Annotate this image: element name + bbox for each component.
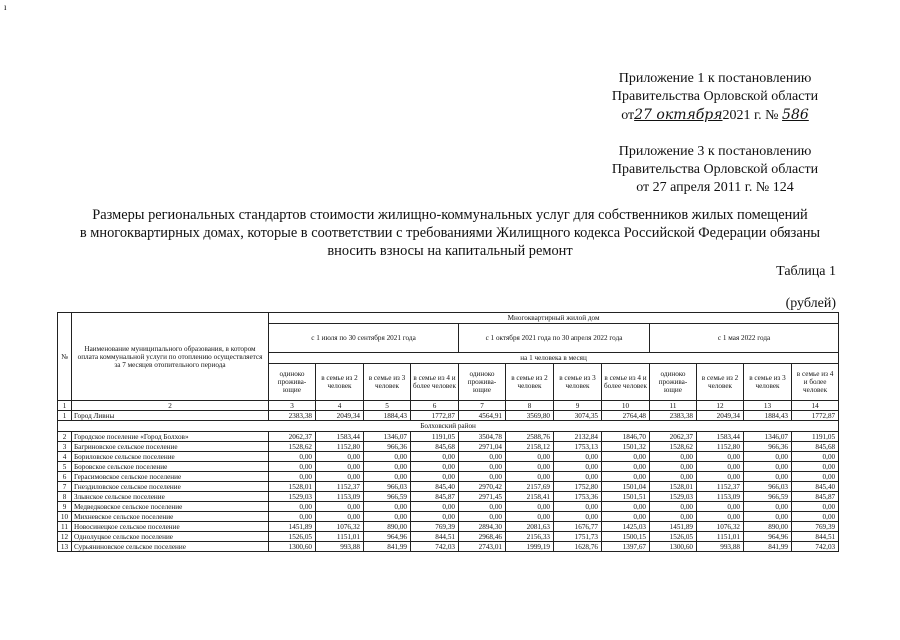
header-number: №: [58, 313, 72, 401]
cost-value: 1346,07: [364, 432, 411, 442]
row-number: 13: [58, 542, 72, 552]
municipality-name: Боровское сельское поселение: [72, 462, 269, 472]
cost-value: 0,00: [744, 472, 792, 482]
municipality-name: Город Ливны: [72, 411, 269, 421]
column-number: 3: [269, 401, 316, 411]
cost-value: 1451,89: [650, 522, 697, 532]
column-number: 7: [459, 401, 506, 411]
cost-value: 845,68: [792, 442, 839, 452]
cost-value: 0,00: [554, 512, 602, 522]
cost-value: 2383,38: [269, 411, 316, 421]
cost-value: 1451,89: [269, 522, 316, 532]
cost-value: 2764,48: [602, 411, 650, 421]
header-building-type: Многоквартирный жилой дом: [269, 313, 839, 324]
cost-value: 1501,51: [602, 492, 650, 502]
cost-value: 0,00: [697, 462, 744, 472]
cost-value: 0,00: [792, 462, 839, 472]
column-number-row: [58, 401, 839, 411]
cost-value: 0,00: [506, 512, 554, 522]
cost-value: 966,03: [364, 482, 411, 492]
cost-value: 0,00: [316, 462, 364, 472]
cost-value: 1529,03: [650, 492, 697, 502]
cost-value: 966,36: [364, 442, 411, 452]
cost-value: 0,00: [316, 472, 364, 482]
cost-value: 0,00: [316, 502, 364, 512]
cost-value: 1501,32: [602, 442, 650, 452]
units-label: (рублей): [785, 296, 836, 311]
household-subheader: в семье из 3 человек: [744, 364, 792, 401]
appendix-3-header: [600, 143, 830, 197]
cost-value: 2158,12: [506, 442, 554, 452]
cost-value: 0,00: [459, 472, 506, 482]
cost-value: 0,00: [506, 462, 554, 472]
cost-value: 1884,43: [744, 411, 792, 421]
cost-value: 0,00: [459, 512, 506, 522]
cost-value: 964,96: [364, 532, 411, 542]
table-row: [58, 542, 839, 552]
municipality-name: Городское поселение «Город Болхов»: [72, 432, 269, 442]
cost-value: 1300,60: [650, 542, 697, 552]
cost-value: 2049,34: [316, 411, 364, 421]
column-number: 12: [697, 401, 744, 411]
cost-value: 2971,45: [459, 492, 506, 502]
cost-value: 0,00: [744, 462, 792, 472]
cost-value: 1076,32: [316, 522, 364, 532]
cost-value: 2156,33: [506, 532, 554, 542]
municipality-name: Медведковское сельское поселение: [72, 502, 269, 512]
cost-value: 0,00: [697, 512, 744, 522]
cost-value: 3504,78: [459, 432, 506, 442]
cost-value: 2968,46: [459, 532, 506, 542]
cost-value: 769,39: [411, 522, 459, 532]
header-period-3: с 1 мая 2022 года: [650, 324, 839, 353]
cost-value: 993,88: [697, 542, 744, 552]
table-row: [58, 532, 839, 542]
cost-value: 966,03: [744, 482, 792, 492]
cost-value: 0,00: [364, 452, 411, 462]
cost-value: 1884,43: [364, 411, 411, 421]
cost-value: 0,00: [650, 452, 697, 462]
cost-value: 0,00: [602, 502, 650, 512]
row-number: 1: [58, 411, 72, 421]
appendix-1-line3: [600, 106, 830, 125]
table-row: [58, 452, 839, 462]
municipality-name: Злынское сельское поселение: [72, 492, 269, 502]
appendix-1-from-prefix: от: [621, 108, 635, 123]
cost-value: 0,00: [650, 462, 697, 472]
municipality-name: Бориловское сельское поселение: [72, 452, 269, 462]
cost-value: 1151,01: [697, 532, 744, 542]
document-title-line1: Размеры региональных стандартов стоимости жилищно-коммунальных услуг для собственников жилых помещений: [92, 207, 808, 223]
municipality-name: Герасимовское сельское поселение: [72, 472, 269, 482]
household-subheader: в семье из 2 человек: [506, 364, 554, 401]
row-number: 9: [58, 502, 72, 512]
cost-value: 0,00: [459, 502, 506, 512]
cost-value: 742,03: [411, 542, 459, 552]
cost-value: 966,36: [744, 442, 792, 452]
municipality-name: Сурьяниновское сельское поселение: [72, 542, 269, 552]
cost-value: 0,00: [792, 512, 839, 522]
header-period-2: с 1 октября 2021 года по 30 апреля 2022 года: [459, 324, 650, 353]
cost-value: 1191,05: [411, 432, 459, 442]
cost-value: 0,00: [744, 512, 792, 522]
cost-value: 1153,09: [697, 492, 744, 502]
table-row: [58, 462, 839, 472]
cost-value: 2081,63: [506, 522, 554, 532]
table-row: [58, 492, 839, 502]
column-number: 2: [72, 401, 269, 411]
cost-value: 1772,87: [792, 411, 839, 421]
cost-value: 1526,05: [269, 532, 316, 542]
cost-value: 769,39: [792, 522, 839, 532]
cost-value: 0,00: [602, 512, 650, 522]
municipality-name: Гнездиловское сельское поселение: [72, 482, 269, 492]
cost-value: 3569,80: [506, 411, 554, 421]
cost-value: 993,88: [316, 542, 364, 552]
cost-value: 1191,05: [792, 432, 839, 442]
column-number: 10: [602, 401, 650, 411]
cost-value: 964,96: [744, 532, 792, 542]
municipality-name: Однолуцкое сельское поселение: [72, 532, 269, 542]
cost-value: 1397,67: [602, 542, 650, 552]
district-name: Болховский район: [58, 421, 839, 432]
municipality-name: Михневское сельское поселение: [72, 512, 269, 522]
row-number: 7: [58, 482, 72, 492]
column-number: 5: [364, 401, 411, 411]
row-number: 4: [58, 452, 72, 462]
cost-value: 845,87: [411, 492, 459, 502]
cost-value: 2971,04: [459, 442, 506, 452]
cost-value: 1425,03: [602, 522, 650, 532]
household-subheader: в семье из 2 человек: [316, 364, 364, 401]
cost-value: 0,00: [411, 462, 459, 472]
cost-value: 0,00: [411, 512, 459, 522]
appendix-3-line2: Правительства Орловской области: [611, 162, 819, 177]
cost-value: 0,00: [364, 472, 411, 482]
cost-value: 1772,87: [411, 411, 459, 421]
cost-value: 1526,05: [650, 532, 697, 542]
cost-value: 1153,09: [316, 492, 364, 502]
cost-value: 1500,15: [602, 532, 650, 542]
appendix-1-year: 2021 г. №: [722, 108, 779, 123]
column-number: 4: [316, 401, 364, 411]
cost-value: 2158,41: [506, 492, 554, 502]
cost-value: 0,00: [602, 452, 650, 462]
cost-value: 0,00: [269, 512, 316, 522]
cost-value: 2132,84: [554, 432, 602, 442]
row-number: 10: [58, 512, 72, 522]
cost-value: 1528,62: [650, 442, 697, 452]
cost-value: 1583,44: [316, 432, 364, 442]
cost-value: 1300,60: [269, 542, 316, 552]
cost-value: 0,00: [792, 452, 839, 462]
cost-value: 1628,76: [554, 542, 602, 552]
cost-value: 0,00: [411, 472, 459, 482]
table-row: [58, 442, 839, 452]
cost-value: 2157,69: [506, 482, 554, 492]
cost-value: 0,00: [269, 502, 316, 512]
cost-value: 844,51: [411, 532, 459, 542]
cost-value: 0,00: [554, 452, 602, 462]
column-number: 13: [744, 401, 792, 411]
document-title-line3: вносить взносы на капитальный ремонт: [327, 243, 573, 259]
cost-value: 1529,03: [269, 492, 316, 502]
row-number: 3: [58, 442, 72, 452]
cost-value: 1751,73: [554, 532, 602, 542]
table-label: Таблица 1: [776, 264, 836, 279]
table-row: [58, 512, 839, 522]
cost-value: 0,00: [506, 472, 554, 482]
cost-value: 0,00: [316, 452, 364, 462]
cost-value: 0,00: [792, 472, 839, 482]
column-number: 1: [58, 401, 72, 411]
row-number: 11: [58, 522, 72, 532]
household-subheader: в семье из 3 человек: [364, 364, 411, 401]
table-row: [58, 472, 839, 482]
appendix-1-line1: Приложение 1 к постановлению: [618, 71, 812, 86]
cost-value: 1583,44: [697, 432, 744, 442]
cost-value: 2970,42: [459, 482, 506, 492]
cost-value: 0,00: [650, 502, 697, 512]
cost-value: 1528,01: [269, 482, 316, 492]
cost-value: 1846,70: [602, 432, 650, 442]
cost-value: 1152,80: [316, 442, 364, 452]
cost-value: 0,00: [697, 472, 744, 482]
corner-mark: ı: [4, 2, 7, 12]
cost-value: 0,00: [364, 462, 411, 472]
municipality-name: Багриновское сельское поселение: [72, 442, 269, 452]
cost-value: 844,51: [792, 532, 839, 542]
cost-value: 845,40: [411, 482, 459, 492]
household-subheader: в семье из 3 человек: [554, 364, 602, 401]
cost-value: 0,00: [411, 452, 459, 462]
cost-value: 890,00: [744, 522, 792, 532]
cost-value: 845,68: [411, 442, 459, 452]
household-subheader: одиноко прожива- ющие: [269, 364, 316, 401]
cost-value: 4564,91: [459, 411, 506, 421]
cost-value: 0,00: [269, 452, 316, 462]
appendix-1-header: [600, 70, 830, 125]
cost-value: 0,00: [650, 472, 697, 482]
cost-value: 0,00: [364, 502, 411, 512]
row-number: 6: [58, 472, 72, 482]
cost-value: 0,00: [650, 512, 697, 522]
district-section-row: [58, 421, 839, 432]
cost-value: 966,59: [364, 492, 411, 502]
row-number: 2: [58, 432, 72, 442]
cost-value: 0,00: [459, 462, 506, 472]
appendix-1-line2: Правительства Орловской области: [611, 89, 819, 104]
cost-value: 0,00: [554, 472, 602, 482]
cost-value: 0,00: [744, 502, 792, 512]
cost-value: 1152,80: [697, 442, 744, 452]
cost-value: 1151,01: [316, 532, 364, 542]
cost-value: 1152,37: [697, 482, 744, 492]
cost-value: 841,99: [364, 542, 411, 552]
table-row: [58, 482, 839, 492]
cost-value: 0,00: [744, 452, 792, 462]
column-number: 6: [411, 401, 459, 411]
table-row: [58, 411, 839, 421]
table-row: [58, 432, 839, 442]
cost-value: 0,00: [792, 502, 839, 512]
cost-value: 1346,07: [744, 432, 792, 442]
cost-value: 0,00: [269, 462, 316, 472]
table-row: [58, 522, 839, 532]
cost-value: 1076,32: [697, 522, 744, 532]
cost-value: 3074,35: [554, 411, 602, 421]
cost-value: 2588,76: [506, 432, 554, 442]
household-subheader: одиноко прожива- ющие: [650, 364, 697, 401]
cost-value: 1753,13: [554, 442, 602, 452]
row-number: 12: [58, 532, 72, 542]
cost-value: 1999,19: [506, 542, 554, 552]
cost-value: 742,03: [792, 542, 839, 552]
cost-value: 845,40: [792, 482, 839, 492]
cost-value: 0,00: [269, 472, 316, 482]
cost-value: 0,00: [506, 502, 554, 512]
cost-value: 1528,01: [650, 482, 697, 492]
household-subheader: в семье из 4 и более человек: [411, 364, 459, 401]
cost-value: 1676,77: [554, 522, 602, 532]
cost-value: 0,00: [316, 512, 364, 522]
cost-value: 0,00: [554, 462, 602, 472]
cost-value: 1752,80: [554, 482, 602, 492]
cost-value: 890,00: [364, 522, 411, 532]
header-municipality: Наименование муниципального образования, в котором оплата коммунальной услуги по отоплению осуществляется за 7 месяцев отопительного периода: [72, 313, 269, 401]
cost-value: 2894,30: [459, 522, 506, 532]
cost-value: 0,00: [602, 462, 650, 472]
cost-value: 966,59: [744, 492, 792, 502]
cost-value: 1528,62: [269, 442, 316, 452]
cost-value: 0,00: [459, 452, 506, 462]
cost-value: 2062,37: [269, 432, 316, 442]
document-title: [50, 206, 850, 260]
handwritten-date: 27 октября: [634, 107, 723, 123]
column-number: 14: [792, 401, 839, 411]
cost-value: 0,00: [411, 502, 459, 512]
cost-value: 841,99: [744, 542, 792, 552]
cost-value: 1753,36: [554, 492, 602, 502]
handwritten-number: 586: [782, 107, 809, 123]
row-number: 8: [58, 492, 72, 502]
column-number: 11: [650, 401, 697, 411]
cost-value: 2049,34: [697, 411, 744, 421]
cost-value: 0,00: [364, 512, 411, 522]
appendix-3-line3: от 27 апреля 2011 г. № 124: [636, 180, 794, 195]
cost-value: 0,00: [697, 502, 744, 512]
cost-value: 0,00: [602, 472, 650, 482]
municipality-name: Новосинецкое сельское поселение: [72, 522, 269, 532]
appendix-3-line1: Приложение 3 к постановлению: [618, 144, 812, 159]
cost-value: 1152,37: [316, 482, 364, 492]
cost-value: 0,00: [697, 452, 744, 462]
household-subheader: в семье из 4 и более человек: [602, 364, 650, 401]
cost-value: 2383,38: [650, 411, 697, 421]
document-title-line2: в многоквартирных домах, которые в соответствии с требованиями Жилищного кодекса Российской Федерации обязаны: [79, 225, 821, 241]
cost-value: 2062,37: [650, 432, 697, 442]
cost-value: 0,00: [554, 502, 602, 512]
cost-value: 0,00: [506, 452, 554, 462]
row-number: 5: [58, 462, 72, 472]
household-subheader: в семье из 4 и более человек: [792, 364, 839, 401]
cost-value: 2743,01: [459, 542, 506, 552]
household-subheader: одиноко прожива- ющие: [459, 364, 506, 401]
table-row: [58, 502, 839, 512]
household-subheader: в семье из 2 человек: [697, 364, 744, 401]
standards-table: [57, 312, 839, 552]
cost-value: 845,87: [792, 492, 839, 502]
column-number: 9: [554, 401, 602, 411]
column-number: 8: [506, 401, 554, 411]
header-period-1: с 1 июля по 30 сентября 2021 года: [269, 324, 459, 353]
header-per-person: на 1 человека в месяц: [269, 353, 839, 364]
cost-value: 1501,04: [602, 482, 650, 492]
